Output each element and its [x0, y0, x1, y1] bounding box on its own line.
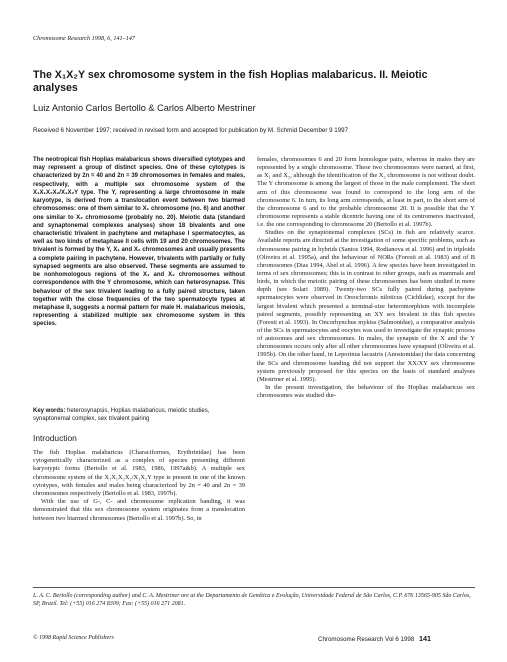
right-column-text	[257, 156, 475, 400]
footer-journal-info	[318, 634, 431, 643]
keywords	[33, 407, 245, 423]
footer-journal: Chromosome Research Vol 6 1998	[318, 636, 415, 643]
authors: Luiz Antonio Carlos Bertollo & Carlos Alberto Mestriner	[33, 103, 256, 113]
received-dates: Received 6 November 1997; received in revised form and accepted for publication by M. Schmid December 9 1997	[33, 127, 349, 134]
paragraph: In the present investigation, the behaviour of the Hoplias malabaricus sex chromosomes was studied dur-	[257, 383, 475, 400]
abstract: The neotropical fish Hoplias malabaricus shows diversified cytotypes and may represent a group of distinct species. One of these cytotypes is characterized by 2n = 40 and 2n = 39 chromosomes in females and males, respectively, with a multiple sex chromosome system of the X₁X₁X₂X₂/X₁X₂Y type. The Y, representing a large chromosome in male karyotype, is derived from a translocation event between two biarmed chromosomes: one of them similar to X₁ chromosome (no. 6) and another one similar to X₂ chromosome (probably no. 20). Meiotic data (standard and synaptonemal complexes analyses) show 18 bivalents and one characteristic trivalent in pachytene and metaphase I spermatocytes, as well as two kinds of metaphase II cells with 19 and 20 chromosomes. The trivalent is formed by the Y, X₁ and X₂ chromosomes and usually presents a complete pairing in pachytene. However, trivalents with partially or fully synapsed segments are also observed. These segments are assumed to be nonhomologous regions of the X₁ and X₂ chromosomes without correspondence with the Y chromosome, which can heterosynapse. This behaviour of the sex trivalent leading to a fully paired structure, taken together with the close frequencies of the two spermatocyte types at metaphase II, suggests a normal pattern for male H. malabaricus meiosis, representing a stabilized multiple sex chromosome system in this species.	[33, 157, 245, 328]
paragraph: Studies on the synaptonemal complexes (SCs) in fish are relatively scarce. Available reports are directed at the investigation of some specific problems, such as chromosome pairing in hybrids (Santos 1994, Rodianova et al. 1996) and in triploids (Oliveira et al. 1995a), and the behaviour of NORs (Foresti et al. 1983) and of B chromosomes (Dias 1994, Abel et al. 1996). A few species have been investigated in terms of sex chromosomes; this is in contrast to other groups, such as mammals and birds, in which the meiotic pairing of these chromosomes has been studied in more depth (see Solari 1989). Twenty-two SCs fully paired during pachytene spermatocytes were observed in Oreochromis niloticus (Cichlidae), except for the largest bivalent which presented a terminal-size heteromorphism with incomplete paired segments, possibly representing an XY sex bivalent in this fish species (Foresti et al. 1993). In Oncorhynchus mykiss (Salmonidae), a comparative analysis of the SCs in spermatocytes and oocytes was used to investigate the synaptic process of autosomes and sex chromosomes. In males, the synapsis of the X and the Y chromosomes occurs only after all other chromosomes have synapsed (Oliveira et al. 1995b). On the other hand, in Leporinus lacustris (Anostomidae) the data concerning the SCs and chromosome banding did not support the XX/XY sex chromosome system previously proposed for this species on the basis of standard analyses (Mestriner et al. 1995).	[257, 229, 475, 383]
copyright-notice: © 1998 Rapid Science Publishers	[33, 635, 114, 641]
keywords-text: heterosynapsis, Hoplias malabaricus, meiotic studies, synaptonemal complex, sex trivalent pairing	[33, 408, 210, 423]
introduction-text	[33, 449, 245, 523]
paragraph: females, chromosomes 6 and 20 form homologue pairs, whereas in males they are represented by a single chromosome. These two chromosomes were named, at first, as X₁ and X₂, although the identification of the X₂ chromosome is not without doubt. The Y chromosome is among the largest of those in the male complement. The short arm of this chromosome was found to correspond to the long arm of the chromosome 6. In turn, its long arm corresponds, at least in part, to the short arm of the chromosome 6 and to the probable chromosome 20. It is possible that the Y chromosome represents a stable dicentric having one of its centromeres inactivated, i.e. the one corresponding to chromosome 20 (Bertollo et al. 1997b).	[257, 156, 475, 229]
journal-citation: Chromosome Research 1998, 6, 141–147	[33, 35, 135, 42]
footnote-divider	[33, 587, 475, 588]
page-number: 141	[419, 634, 432, 643]
paragraph: With the use of G-, C- and chromosome replication banding, it was demonstrated that this sex chromosome system originates from a translocation between two biarmed chromosomes (Bertollo et al. 1997b). So, in	[33, 498, 245, 522]
section-heading-introduction: Introduction	[33, 433, 77, 443]
author-footnote: L. A. C. Bertollo (corresponding author) and C. A. Mestriner are at the Departamento de Genética e Evolução, Universidade Federal de São Carlos, C.P. 676 13565-905 São Carlos, SP, Brazil. Tel: (+55) 016 274 8309; Fax: (+55) 016 271 2081.	[33, 593, 471, 608]
keywords-label: Key words:	[33, 408, 66, 414]
paper-title: The X₁X₂Y sex chromosome system in the fish Hoplias malabaricus. II. Meiotic analyses	[33, 69, 428, 94]
paragraph: The fish Hoplias malabaricus (Characiformes, Erythrinidae) has been cytogenetically characterized as a complex of species presenting different karyotypic forms (Bertollo et al. 1983, 1986, 1997a&b). A multiple sex chromosome system of the X₁X₁X₂X₂/X₁X₂Y type is present in one of the known cytotypes, with females and males being characterized by 2n = 40 and 2n = 39 chromosomes respectively (Bertollo et al. 1983, 1997b).	[33, 449, 245, 498]
